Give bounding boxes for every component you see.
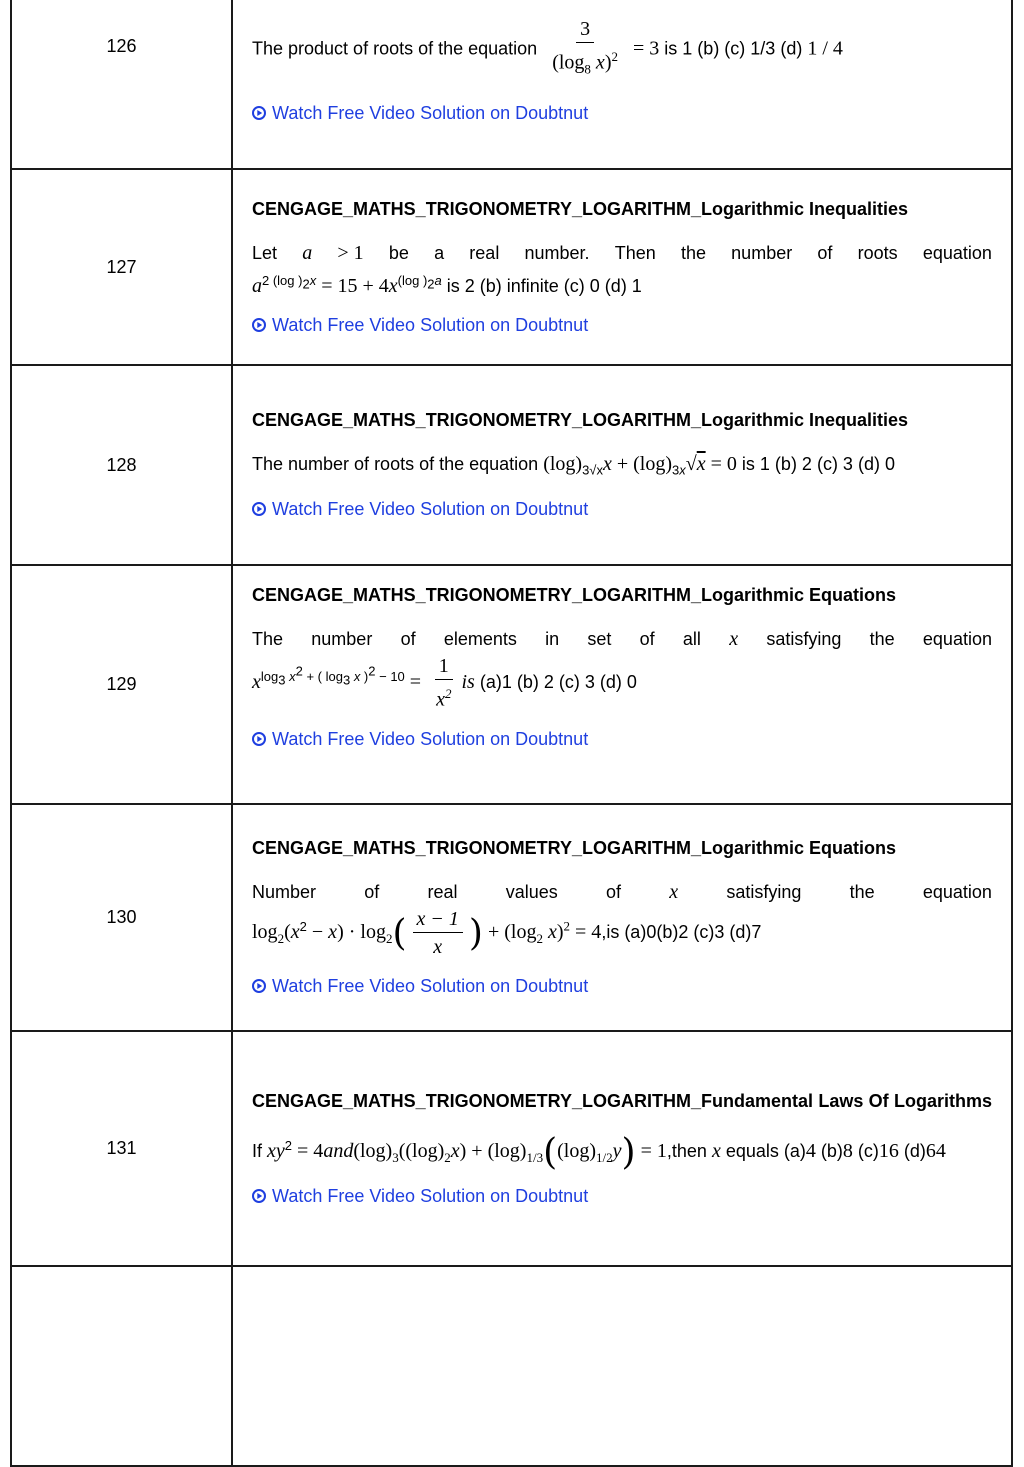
- question-cell: [232, 169, 1012, 365]
- table-row: [11, 365, 1012, 565]
- question-text: Let a > 1 be a real number. Then the number of roots equation $a^{2 (log )_2x} = 15 + 4x^{(log )_2a}$ is 2 (b) infinite (c) 0 (d) 1: [252, 241, 992, 297]
- play-circle-icon: [252, 318, 266, 332]
- question-number: [11, 1266, 232, 1466]
- watch-video-link[interactable]: Watch Free Video Solution on Doubtnut: [252, 728, 588, 750]
- question-number: 126: [11, 0, 232, 169]
- watch-video-link[interactable]: Watch Free Video Solution on Doubtnut: [252, 102, 588, 124]
- question-cell: [232, 565, 1012, 804]
- question-category: CENGAGE_MATHS_TRIGONOMETRY_LOGARITHM_Logarithmic Equations: [252, 585, 897, 605]
- question-cell: [232, 0, 1012, 169]
- table-row: [11, 565, 1012, 804]
- table-row: [11, 1266, 1012, 1466]
- math-fraction: $\frac{x - 1}{x}$: [413, 906, 463, 961]
- question-category: CENGAGE_MATHS_TRIGONOMETRY_LOGARITHM_Logarithmic Equations: [252, 838, 897, 858]
- question-cell: [232, 1031, 1012, 1266]
- question-category: CENGAGE_MATHS_TRIGONOMETRY_LOGARITHM_Fundamental Laws Of Logarithms: [252, 1090, 992, 1111]
- math-fraction: $\frac{3}{(\log_8 x)^2}$: [552, 18, 618, 77]
- question-text: The number of roots of the equation $(\log)_{3√x}x + (\log)_{3x}√x = 0$ is 1 (b) 2 (c) 3 (d) 0: [252, 453, 895, 478]
- watch-video-link[interactable]: Watch Free Video Solution on Doubtnut: [252, 314, 588, 336]
- table-row: [11, 804, 1012, 1031]
- question-number: 127: [11, 169, 232, 365]
- question-text: The number of elements in set of all x satisfying the equation $x^{log_3 x^2 + ( log_3 x )^2 - 10}$ = $\frac{1}{x^2}$ is (a)1 (b) 2 (c) 3 (d) 0: [252, 626, 992, 714]
- question-number: 128: [11, 365, 232, 565]
- question-text: Number of real values of x satisfying the equation $\log_2(x^2 - x) \cdot \log_2$( $\frac{x - 1}{x}$ ) + ($\log_2$ x)$^2$ = 4,is (a)0(b)2 (c)3 (d)7: [252, 879, 992, 961]
- watch-video-link[interactable]: Watch Free Video Solution on Doubtnut: [252, 975, 588, 997]
- table-row: [11, 0, 1012, 169]
- questions-table: [10, 0, 1013, 1467]
- question-text: If $xy^2 = 4and(\log)_3((\log)_2x) + (\log)_{1/3}((\log)_{1/2}y)$ = 1,then x equals (a)4 (b)8 (c)16 (d)64: [252, 1131, 946, 1173]
- question-number: 131: [11, 1031, 232, 1266]
- play-circle-icon: [252, 106, 266, 120]
- math-fraction: $\frac{1}{x^2}$: [436, 655, 452, 711]
- question-cell: [232, 804, 1012, 1031]
- question-text: The product of roots of the equation $\frac{3}{(\log_8 x)^2}$ = 3 is 1 (b) (c) 1/3 (d) 1 / 4: [252, 16, 992, 84]
- watch-video-link[interactable]: Watch Free Video Solution on Doubtnut: [252, 1185, 588, 1207]
- play-circle-icon: [252, 1189, 266, 1203]
- question-category: CENGAGE_MATHS_TRIGONOMETRY_LOGARITHM_Logarithmic Inequalities: [252, 198, 909, 219]
- table-row: [11, 1031, 1012, 1266]
- watch-video-link[interactable]: Watch Free Video Solution on Doubtnut: [252, 498, 588, 520]
- play-circle-icon: [252, 502, 266, 516]
- question-category: CENGAGE_MATHS_TRIGONOMETRY_LOGARITHM_Logarithmic Inequalities: [252, 410, 909, 431]
- question-cell: [232, 365, 1012, 565]
- table-row: [11, 169, 1012, 365]
- question-number: 130: [11, 804, 232, 1031]
- question-cell: [232, 1266, 1012, 1466]
- question-number: 129: [11, 565, 232, 804]
- play-circle-icon: [252, 732, 266, 746]
- play-circle-icon: [252, 979, 266, 993]
